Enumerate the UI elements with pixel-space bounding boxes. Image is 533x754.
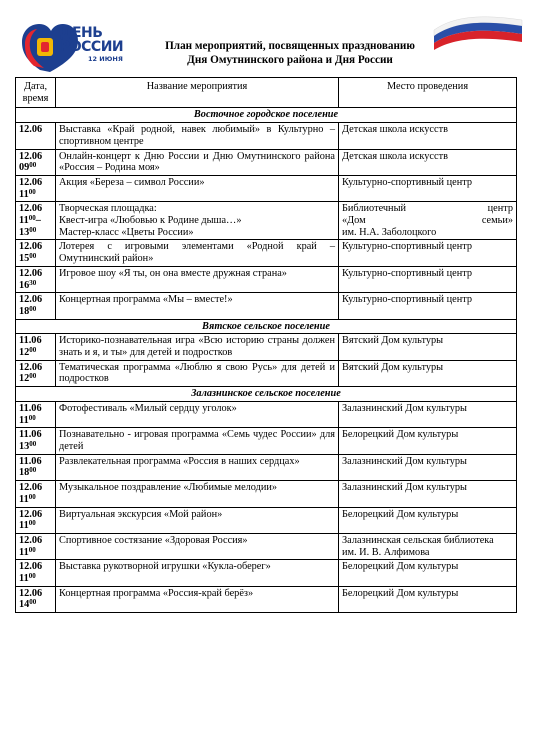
- table-header-row: [16, 78, 517, 108]
- event-cell: Творческая площадка: Квест-игра «Любовью к Родине дыша…» Мастер-класс «Цветы России»: [56, 202, 339, 240]
- date-cell: 12.06 $12^{00}$: [16, 360, 56, 386]
- table-row: [16, 586, 517, 612]
- event-cell: Виртуальная экскурсия «Мой район»: [56, 507, 339, 533]
- date-cell: 11.06 $13^{00}$: [16, 428, 56, 454]
- events-table: [15, 77, 517, 613]
- place-cell: Белорецкий Дом культуры: [339, 428, 517, 454]
- date-cell: 12.06 $18^{00}$: [16, 293, 56, 319]
- section-title: Восточное городское поселение: [16, 108, 517, 123]
- table-row: [16, 454, 517, 480]
- header-event: Название мероприятия: [56, 78, 339, 108]
- section-row: [16, 108, 517, 123]
- date-cell: 12.06 $11^{00}$: [16, 507, 56, 533]
- date-cell: 12.06 $11^{00}$: [16, 533, 56, 559]
- title-line-2: Дня Омутнинского района и Дня России: [187, 53, 393, 66]
- logo-line-1: ДЕНЬ: [60, 25, 103, 41]
- table-row: [16, 202, 517, 240]
- den-rossii-logo: [20, 14, 132, 76]
- event-cell: Фотофестиваль «Милый сердцу уголок»: [56, 401, 339, 427]
- event-cell: Выставка «Край родной, навек любимый» в Культурно – спортивном центре: [56, 123, 339, 149]
- logo-line-2: РОССИИ: [60, 39, 124, 55]
- place-cell: Культурно-спортивный центр: [339, 175, 517, 201]
- title-line-1: План мероприятий, посвященных празднованию: [165, 40, 415, 52]
- place-cell: Залазнинский Дом культуры: [339, 401, 517, 427]
- table-row: [16, 334, 517, 360]
- header-date: Дата, время: [16, 78, 56, 108]
- date-cell: 12.06 $11^{00}$: [16, 481, 56, 507]
- place-cell: Культурно-спортивный центр: [339, 293, 517, 319]
- table-row: [16, 149, 517, 175]
- place-cell: Белорецкий Дом культуры: [339, 560, 517, 586]
- event-cell: Акция «Береза – символ России»: [56, 175, 339, 201]
- date-cell: 12.06 $09^{00}$: [16, 149, 56, 175]
- date-cell: 12.06 $16^{30}$: [16, 266, 56, 292]
- date-cell: 11.06 $12^{00}$: [16, 334, 56, 360]
- header-place: Место проведения: [339, 78, 517, 108]
- table-row: [16, 175, 517, 201]
- place-cell: Библиотечный центр «Дом семьи» им. Н.А. Заболоцкого: [339, 202, 517, 240]
- table-row: [16, 266, 517, 292]
- event-cell: Тематическая программа «Люблю я свою Русь» для детей и подростков: [56, 360, 339, 386]
- date-cell: 12.06 $11^{00}$: [16, 175, 56, 201]
- place-cell: Залазнинская сельская библиотека им. И. В. Алфимова: [339, 533, 517, 559]
- place-cell: Залазнинский Дом культуры: [339, 454, 517, 480]
- event-cell: Спортивное состязание «Здоровая Россия»: [56, 533, 339, 559]
- event-cell: Выставка рукотворной игрушки «Кукла-оберег»: [56, 560, 339, 586]
- event-cell: Музыкальное поздравление «Любимые мелодии»: [56, 481, 339, 507]
- place-cell: Детская школа искусств: [339, 123, 517, 149]
- date-cell: 12.06 $11^{00}$: [16, 560, 56, 586]
- event-cell: Историко-познавательная игра «Всю историю страны должен знать и я, и ты» для детей и подростков: [56, 334, 339, 360]
- page-title: [140, 40, 440, 67]
- table-row: [16, 360, 517, 386]
- event-cell: Концертная программа «Россия-край берёз»: [56, 586, 339, 612]
- logo-date: 12 ИЮНЯ: [88, 55, 123, 63]
- date-cell: 12.06 $14^{00}$: [16, 586, 56, 612]
- event-cell: Развлекательная программа «Россия в наших сердцах»: [56, 454, 339, 480]
- place-cell: Вятский Дом культуры: [339, 334, 517, 360]
- section-title: Вятское сельское поселение: [16, 319, 517, 334]
- date-cell: 12.06: [16, 123, 56, 149]
- table-row: [16, 481, 517, 507]
- section-title: Залазнинское сельское поселение: [16, 387, 517, 402]
- table-row: [16, 293, 517, 319]
- date-cell: 12.06 $11^{00}-$ $13^{00}$: [16, 202, 56, 240]
- place-cell: Белорецкий Дом культуры: [339, 507, 517, 533]
- date-cell: 12.06 $15^{00}$: [16, 240, 56, 266]
- date-cell: 11.06 $18^{00}$: [16, 454, 56, 480]
- section-row: [16, 387, 517, 402]
- table-row: [16, 240, 517, 266]
- russian-flag-icon: [432, 12, 524, 52]
- event-cell: Игровое шоу «Я ты, он она вместе дружная страна»: [56, 266, 339, 292]
- place-cell: Культурно-спортивный центр: [339, 240, 517, 266]
- event-cell: Познавательно - игровая программа «Семь чудес России» для детей: [56, 428, 339, 454]
- event-cell: Онлайн-концерт к Дню России и Дню Омутнинского района «Россия – Родина моя»: [56, 149, 339, 175]
- table-row: [16, 533, 517, 559]
- event-cell: Концертная программа «Мы – вместе!»: [56, 293, 339, 319]
- event-cell: Лотерея с игровыми элементами «Родной край – Омутнинский район»: [56, 240, 339, 266]
- place-cell: Белорецкий Дом культуры: [339, 586, 517, 612]
- place-cell: Культурно-спортивный центр: [339, 266, 517, 292]
- table-row: [16, 123, 517, 149]
- section-row: [16, 319, 517, 334]
- table-row: [16, 428, 517, 454]
- place-cell: Вятский Дом культуры: [339, 360, 517, 386]
- table-row: [16, 560, 517, 586]
- place-cell: Залазнинский Дом культуры: [339, 481, 517, 507]
- date-cell: 11.06 $11^{00}$: [16, 401, 56, 427]
- place-cell: Детская школа искусств: [339, 149, 517, 175]
- table-row: [16, 401, 517, 427]
- table-row: [16, 507, 517, 533]
